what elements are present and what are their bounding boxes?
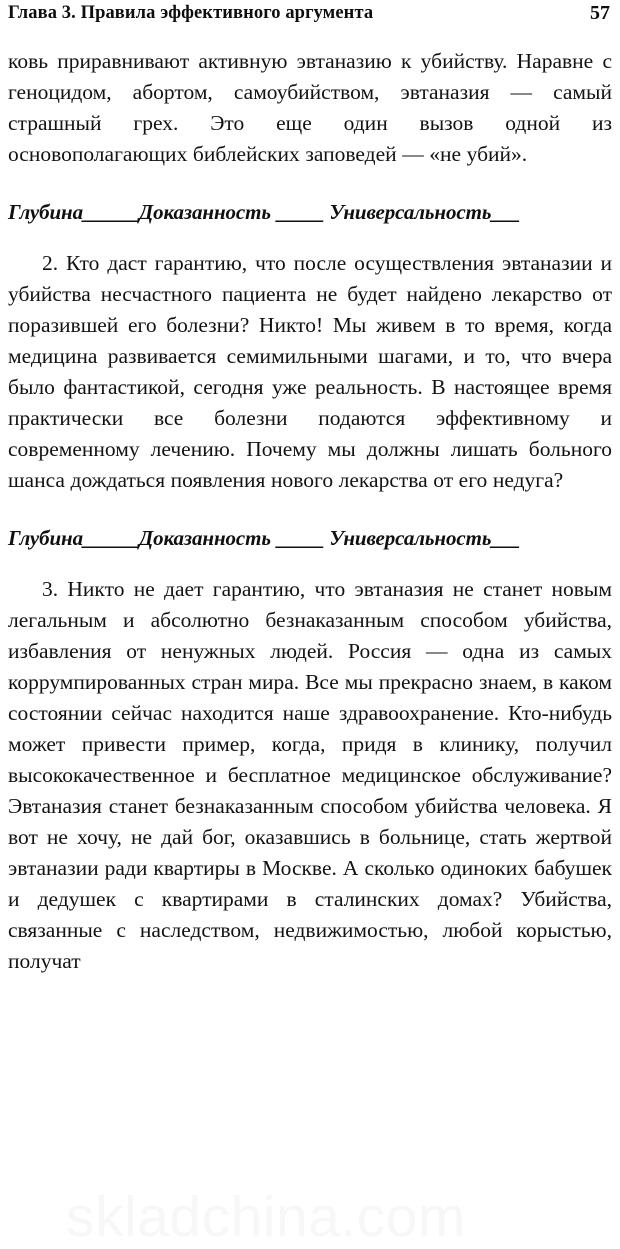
rating-scale-line-1: [8, 199, 612, 225]
running-head: [8, 2, 612, 28]
paragraph-argument-2: 2. Кто даст гарантию, что после осуществления эвтаназии и убийства несчастного пациента не будет найдено лекарство от поразившей его болезни? Никто! Мы живем в то время, когда медицина развивается семимильными шагами, и то, что вчера было фантастикой, сегодня уже реальность. В настоящее время практически все болезни подаются эффективному и современному лечению. Почему мы должны лишать больного шанса дождаться появления нового лекарства от его недуга?: [8, 251, 612, 492]
scale-label-depth: Глубина: [8, 200, 84, 224]
spacer: [8, 496, 612, 525]
scale-blank-universality[interactable]: ___: [491, 526, 520, 550]
scale-label-proof: Доказанность: [138, 526, 271, 550]
scale-label-depth: Глубина: [8, 526, 84, 550]
rating-scale-line-2: [8, 525, 612, 551]
scale-blank-depth[interactable]: ______: [83, 200, 139, 224]
scale-label-universality: Универсальность: [329, 526, 492, 550]
paragraph-continuation: ковь приравнивают активную эвтаназию к убийству. Наравне с геноцидом, абортом, самоубийством, эвтаназия — самый страшный грех. Это еще один вызов одной из основополагающих библейских заповедей — «не убий».: [8, 49, 612, 166]
scale-blank-proof[interactable]: _____: [276, 526, 324, 550]
scale-blank-proof[interactable]: _____: [276, 200, 324, 224]
scale-label-universality: Универсальность: [329, 200, 492, 224]
text-column: [8, 46, 612, 977]
scale-blank-universality[interactable]: ___: [491, 200, 520, 224]
spacer: [8, 225, 612, 248]
page-number: 57: [590, 2, 610, 24]
site-watermark: skladchina.com: [66, 1185, 466, 1249]
scale-label-proof: Доказанность: [138, 200, 271, 224]
scale-blank-depth[interactable]: ______: [83, 526, 139, 550]
spacer: [8, 551, 612, 574]
spacer: [8, 170, 612, 199]
paragraph-argument-3: 3. Никто не дает гарантию, что эвтаназия не станет новым легальным и абсолютно безнаказанным способом убийства, избавления от ненужных людей. Россия — одна из самых коррумпированных стран мира. Все мы прекрасно знаем, в каком состоянии сейчас находится наше здравоохранение. Кто-нибудь может привести пример, когда, придя в клинику, получил высококачественное и бесплатное медицинское обслуживание? Эвтаназия станет безнаказанным способом убийства человека. Я вот не хочу, не дай бог, оказавшись в больнице, стать жертвой эвтаназии ради квартиры в Москве. А сколько одиноких бабушек и дедушек с квартирами в сталинских домах? Убийства, связанные с наследством, недвижимостью, любой корыстью, получат: [8, 577, 612, 973]
chapter-title: Глава 3. Правила эффективного аргумента: [8, 3, 374, 23]
